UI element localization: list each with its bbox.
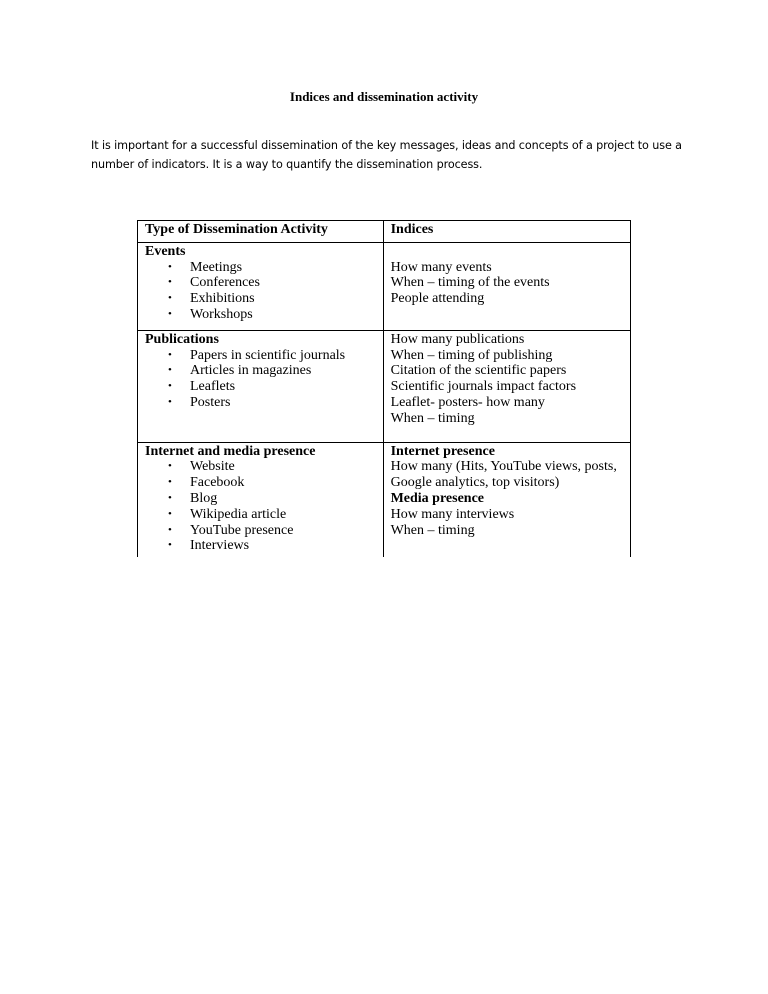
list-item: • Conferences: [145, 275, 376, 291]
column-header-indices: Indices: [383, 221, 630, 243]
list-item: • Workshops: [145, 307, 376, 323]
list-item: • Leaflets: [145, 379, 376, 395]
list-item: • Interviews: [145, 538, 376, 554]
indices-cell: [383, 330, 630, 442]
activity-cell: [138, 242, 384, 330]
index-line: How many (Hits, YouTube views, posts,: [390, 459, 617, 475]
activity-cell: [138, 330, 384, 442]
list-item: • Papers in scientific journals: [145, 348, 376, 364]
list-item: • Meetings: [145, 260, 376, 276]
index-line: When – timing: [390, 522, 475, 538]
list-item: • YouTube presence: [145, 523, 376, 539]
page-title: Indices and dissemination activity: [289, 89, 479, 104]
column-header-activity: Type of Dissemination Activity: [138, 221, 384, 243]
index-line: When – timing: [390, 410, 475, 426]
index-line: Google analytics, top visitors): [390, 475, 560, 491]
category-label: Publications: [145, 331, 219, 347]
table-row: [138, 442, 631, 557]
table-row: [138, 242, 631, 330]
table-row: [138, 330, 631, 442]
list-item: • Facebook: [145, 475, 376, 491]
table-header-row: [138, 221, 631, 243]
index-line: People attending: [390, 291, 485, 307]
activity-list: [145, 459, 376, 554]
category-label: Internet and media presence: [145, 443, 316, 459]
list-item: • Exhibitions: [145, 291, 376, 307]
index-line: How many events: [390, 259, 492, 275]
list-item: • Blog: [145, 491, 376, 507]
list-item: • Posters: [145, 395, 376, 411]
index-line: Citation of the scientific papers: [390, 363, 567, 379]
activity-list: [145, 260, 376, 323]
index-line: Leaflet- posters- how many: [390, 394, 545, 410]
list-item: • Website: [145, 459, 376, 475]
category-label: Events: [145, 243, 186, 259]
dissemination-table: [137, 220, 631, 557]
activity-list: [145, 348, 376, 411]
index-line: How many interviews: [390, 506, 515, 522]
list-item: • Wikipedia article: [145, 507, 376, 523]
indices-cell: [383, 242, 630, 330]
index-line: When – timing of the events: [390, 275, 550, 291]
list-item: • Articles in magazines: [145, 363, 376, 379]
index-line: How many publications: [390, 331, 525, 347]
index-line: Scientific journals impact factors: [390, 379, 577, 395]
indices-cell: [383, 442, 630, 557]
intro-paragraph: It is important for a successful dissemination of the key messages, ideas and concepts of a project to use a number of indicators. It is a way to quantify the dissemination process.: [91, 139, 682, 171]
activity-cell: [138, 442, 384, 557]
index-line: When – timing of publishing: [390, 347, 553, 363]
indices-subheading: Internet presence: [390, 443, 495, 459]
indices-subheading: Media presence: [390, 490, 485, 506]
